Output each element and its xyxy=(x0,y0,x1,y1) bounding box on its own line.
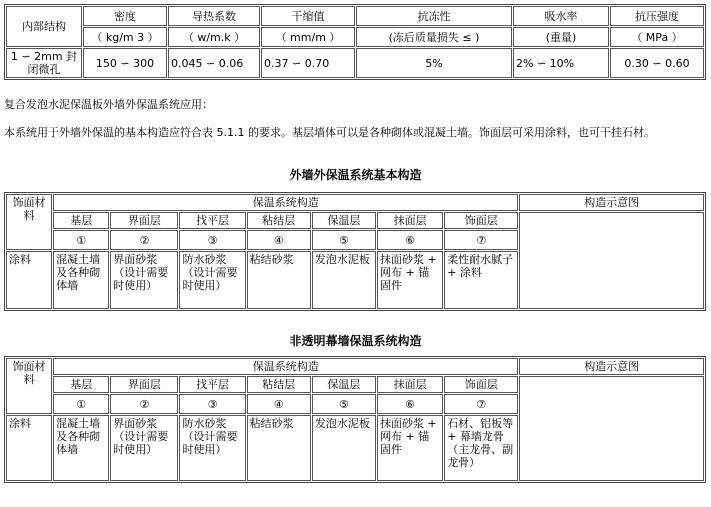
value-conductivity: 0.045 ∽ 0.06 xyxy=(168,48,260,78)
table2-finish-header: 饰面材料 xyxy=(6,358,52,414)
header-strength: 抗压强度 xyxy=(610,6,704,26)
table1-layer: 抹面层 xyxy=(377,212,443,229)
table1-diagram-cell xyxy=(519,212,704,309)
value-shrinkage: 0.37 ∽ 0.70 xyxy=(261,48,355,78)
unit-strength: （ MPa ） xyxy=(610,27,704,47)
table2-number: ③ xyxy=(179,394,245,414)
description-paragraph: 本系统用于外墙外保温的基本构造应符合表 5.1.1 的要求。基层墙体可以是各种砌体或混凝土墙。饰面层可采用涂料，也可干挂石材。 xyxy=(4,126,655,139)
table1-diagram-header: 构造示意图 xyxy=(519,194,704,211)
table1-cell: 防水砂浆（设计需要时使用） xyxy=(179,251,245,309)
unit-shrinkage: （ mm/m ） xyxy=(261,27,355,47)
table1-layers-row xyxy=(6,212,704,229)
table2-number: ② xyxy=(110,394,178,414)
table1-finish-value: 涂料 xyxy=(6,251,52,309)
table1-layer: 饰面层 xyxy=(444,212,518,229)
table2-layer: 界面层 xyxy=(110,376,178,393)
table2-system-header: 保温系统构造 xyxy=(53,358,518,375)
table2-cell: 防水砂浆（设计需要时使用） xyxy=(179,415,245,481)
table1-layer: 粘结层 xyxy=(247,212,311,229)
unit-frost: (冻后质量损失 ≤ ) xyxy=(356,27,512,47)
table2-cell: 粘结砂浆 xyxy=(247,415,311,481)
table2-cell: 发泡水泥板 xyxy=(312,415,376,481)
table1-finish-header: 饰面材料 xyxy=(6,194,52,250)
table1-header-row xyxy=(6,194,704,211)
table2-number: ⑤ xyxy=(312,394,376,414)
table1-system-header: 保温系统构造 xyxy=(53,194,518,211)
properties-value-row xyxy=(6,48,704,78)
properties-unit-row xyxy=(6,27,704,47)
table2-finish-value: 涂料 xyxy=(6,415,52,481)
table1-cell: 粘结砂浆 xyxy=(247,251,311,309)
table2-layer: 保温层 xyxy=(312,376,376,393)
table2-number: ⑦ xyxy=(444,394,518,414)
header-shrinkage: 干缩值 xyxy=(261,6,355,26)
table2-layer: 粘结层 xyxy=(247,376,311,393)
table2-number: ④ xyxy=(247,394,311,414)
table2-number: ⑥ xyxy=(377,394,443,414)
table1-layer: 找平层 xyxy=(179,212,245,229)
table2-cell: 混凝土墙及各种砌体墙 xyxy=(53,415,109,481)
properties-header-row xyxy=(6,6,704,26)
table2-cell: 界面砂浆（设计需要时使用） xyxy=(110,415,178,481)
table1-layer: 界面层 xyxy=(110,212,178,229)
table2-title: 非透明幕墙保温系统构造 xyxy=(289,334,422,348)
table2-cell: 石材、铝板等 + 幕墙龙骨（主龙骨、副龙骨） xyxy=(444,415,518,481)
table1-number: ④ xyxy=(247,230,311,250)
intro-paragraph: 复合发泡水泥保温板外墙外保温系统应用： xyxy=(4,98,213,111)
header-density: 密度 xyxy=(83,6,167,26)
properties-table xyxy=(4,4,706,80)
unit-conductivity: （ w/m.k ） xyxy=(168,27,260,47)
unit-absorption: (重量) xyxy=(513,27,609,47)
value-structure: 1 ∽ 2mm 封闭微孔 xyxy=(6,48,82,78)
table1-number: ⑤ xyxy=(312,230,376,250)
table1-number: ③ xyxy=(179,230,245,250)
header-conductivity: 导热系数 xyxy=(168,6,260,26)
header-frost: 抗冻性 xyxy=(356,6,512,26)
table1-cell: 抹面砂浆 + 网布 + 锚固件 xyxy=(377,251,443,309)
table1 xyxy=(4,192,706,311)
header-structure: 内部结构 xyxy=(6,6,82,47)
table1-cell: 柔性耐水腻子 + 涂料 xyxy=(444,251,518,309)
table1-number: ⑥ xyxy=(377,230,443,250)
table2-layer: 抹面层 xyxy=(377,376,443,393)
value-frost: 5% xyxy=(356,48,512,78)
table1-title: 外墙外保温系统基本构造 xyxy=(289,168,422,182)
table1-cell: 发泡水泥板 xyxy=(312,251,376,309)
unit-density: （ kg/m 3 ） xyxy=(83,27,167,47)
table1-cell: 界面砂浆（设计需要时使用） xyxy=(110,251,178,309)
table2-diagram-header: 构造示意图 xyxy=(519,358,704,375)
table2-number: ① xyxy=(53,394,109,414)
table1-number: ② xyxy=(110,230,178,250)
table2-layer: 基层 xyxy=(53,376,109,393)
value-strength: 0.30 ∽ 0.60 xyxy=(610,48,704,78)
table1-cell: 混凝土墙及各种砌体墙 xyxy=(53,251,109,309)
table2-layers-row xyxy=(6,376,704,393)
table1-number: ⑦ xyxy=(444,230,518,250)
table2 xyxy=(4,356,706,483)
table1-layer: 保温层 xyxy=(312,212,376,229)
header-absorption: 吸水率 xyxy=(513,6,609,26)
table2-header-row xyxy=(6,358,704,375)
value-density: 150 ∽ 300 xyxy=(83,48,167,78)
table2-diagram-cell xyxy=(519,376,704,481)
table2-cell: 抹面砂浆 + 网布 + 锚固件 xyxy=(377,415,443,481)
value-absorption: 2% ∽ 10% xyxy=(513,48,609,78)
table2-layer: 饰面层 xyxy=(444,376,518,393)
table1-number: ① xyxy=(53,230,109,250)
table2-layer: 找平层 xyxy=(179,376,245,393)
table1-layer: 基层 xyxy=(53,212,109,229)
